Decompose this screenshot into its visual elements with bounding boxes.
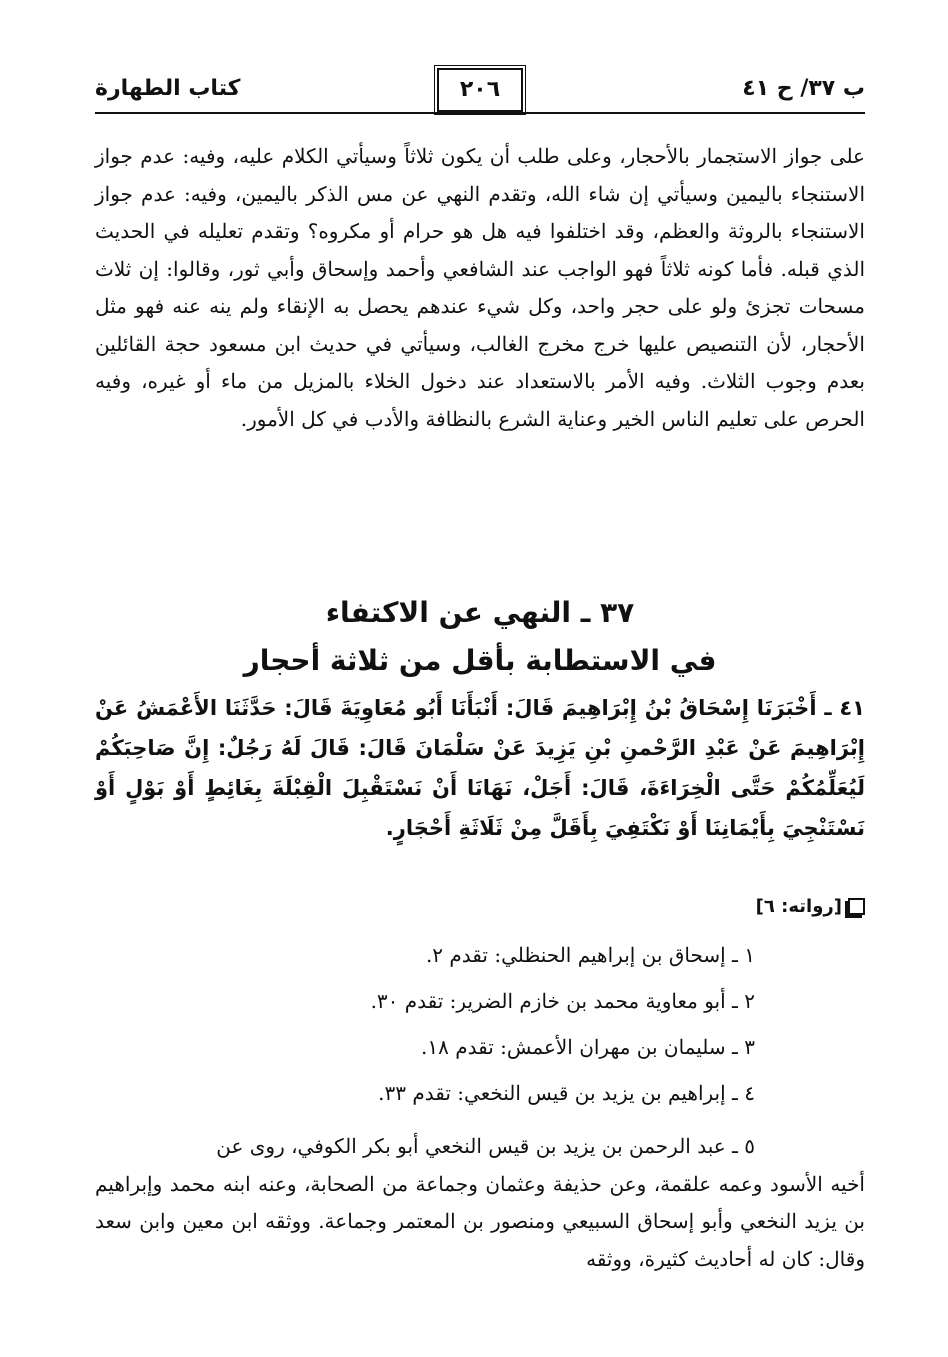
page-header bbox=[95, 68, 865, 120]
hadith-text: ٤١ ـ أَخْبَرَنَا إِسْحَاقُ بْنُ إِبْرَاهِيمَ قَالَ: أَنْبَأَنَا أَبُو مُعَاوِيَةَ قَالَ: حَدَّثَنَا الأَعْمَشُ عَنْ إِبْرَاهِيمَ عَنْ عَبْدِ الرَّحْمنِ بْنِ يَزِيدَ عَنْ سَلْمَانَ قَالَ: قَالَ لَهُ رَجُلٌ: إِنَّ صَاحِبَكُمْ لَيُعَلِّمُكُمْ حَتَّى الْخِرَاءَةَ، قَالَ: أَجَلْ، نَهَانَا أَنْ نَسْتَقْبِلَ الْقِبْلَةَ بِغَائِطٍ أَوْ بَوْلٍ أَوْ نَسْتَنْجِيَ بِأَيْمَانِنَا أَوْ نَكْتَفِيَ بِأَقَلَّ مِنْ ثَلَاثَةِ أَحْجَارٍ. bbox=[95, 696, 865, 840]
narrators-heading-label: [رواته: ٦] bbox=[755, 896, 842, 917]
narrator-item: ٤ ـ إبراهيم بن يزيد بن قيس النخعي: تقدم ٣٣. bbox=[378, 1081, 755, 1105]
header-divider bbox=[95, 112, 865, 114]
chapter-title-line1: ٣٧ ـ النهي عن الاكتفاء bbox=[325, 596, 635, 629]
narrator-item: ١ ـ إسحاق بن إبراهيم الحنظلي: تقدم ٢. bbox=[425, 943, 755, 967]
page-number: ٢٠٦ bbox=[437, 68, 523, 112]
narrators-list bbox=[165, 932, 865, 1116]
narrators-heading bbox=[756, 896, 865, 917]
narrator-five-first-line: ٥ ـ عبد الرحمن بن يزيد بن قيس النخعي أبو بكر الكوفي، روى عن bbox=[216, 1134, 755, 1158]
chapter-title-line2: في الاستطابة بأقل من ثلاثة أحجار bbox=[243, 644, 717, 677]
narrator-biography bbox=[95, 1128, 865, 1278]
chapter-reference: ب ٣٧/ ح ٤١ bbox=[742, 76, 865, 101]
square-bullet-icon bbox=[848, 898, 865, 915]
narrator-item: ٣ ـ سليمان بن مهران الأعمش: تقدم ١٨. bbox=[421, 1035, 755, 1059]
book-title: كتاب الطهارة bbox=[95, 76, 241, 101]
narrator-item: ٢ ـ أبو معاوية محمد بن خازم الضرير: تقدم ٣٠. bbox=[370, 989, 755, 1013]
narrator-five-continued: أخيه الأسود وعمه علقمة، وعن حذيفة وعثمان وجماعة من الصحابة، وعنه ابنه محمد وإبراهيم بن يزيد النخعي وأبو إسحاق السبيعي ومنصور بن المعتمر وجماعة. ووثقه ابن معين وابن سعد وقال: كان له أحاديث كثيرة، ووثقه bbox=[95, 1171, 865, 1271]
commentary-paragraph: على جواز الاستجمار بالأحجار، وعلى طلب أن يكون ثلاثاً وسيأتي الكلام عليه، وفيه: عدم جواز الاستنجاء باليمين وسيأتي إن شاء الله، وتقدم النهي عن مس الذكر باليمين، وفيه: عدم جواز الاستنجاء بالروثة والعظم، وقد اختلفوا فيه هل هو حرام أو مكروه؟ وتقدم تعليله في الحديث الذي قبله. فأما كونه ثلاثاً فهو الواجب عند الشافعي وأحمد وإسحاق وأبي ثور، وقالوا: إن ثلاث مسحات تجزئ ولو على حجر واحد، وكل شيء عندهم يحصل به الإنقاء ولم ينه عنه فهو مثل الأحجار، لأن التنصيص عليها خرج مخرج الغالب، وسيأتي في حديث ابن مسعود حجة القائلين بعدم وجوب الثلاث. وفيه الأمر بالاستعداد عند دخول الخلاء بالمزيل من ماء أو غيره، وفيه الحرص على تعليم الناس الخير وعناية الشرع بالنظافة والأدب في كل الأمور. bbox=[95, 144, 865, 431]
